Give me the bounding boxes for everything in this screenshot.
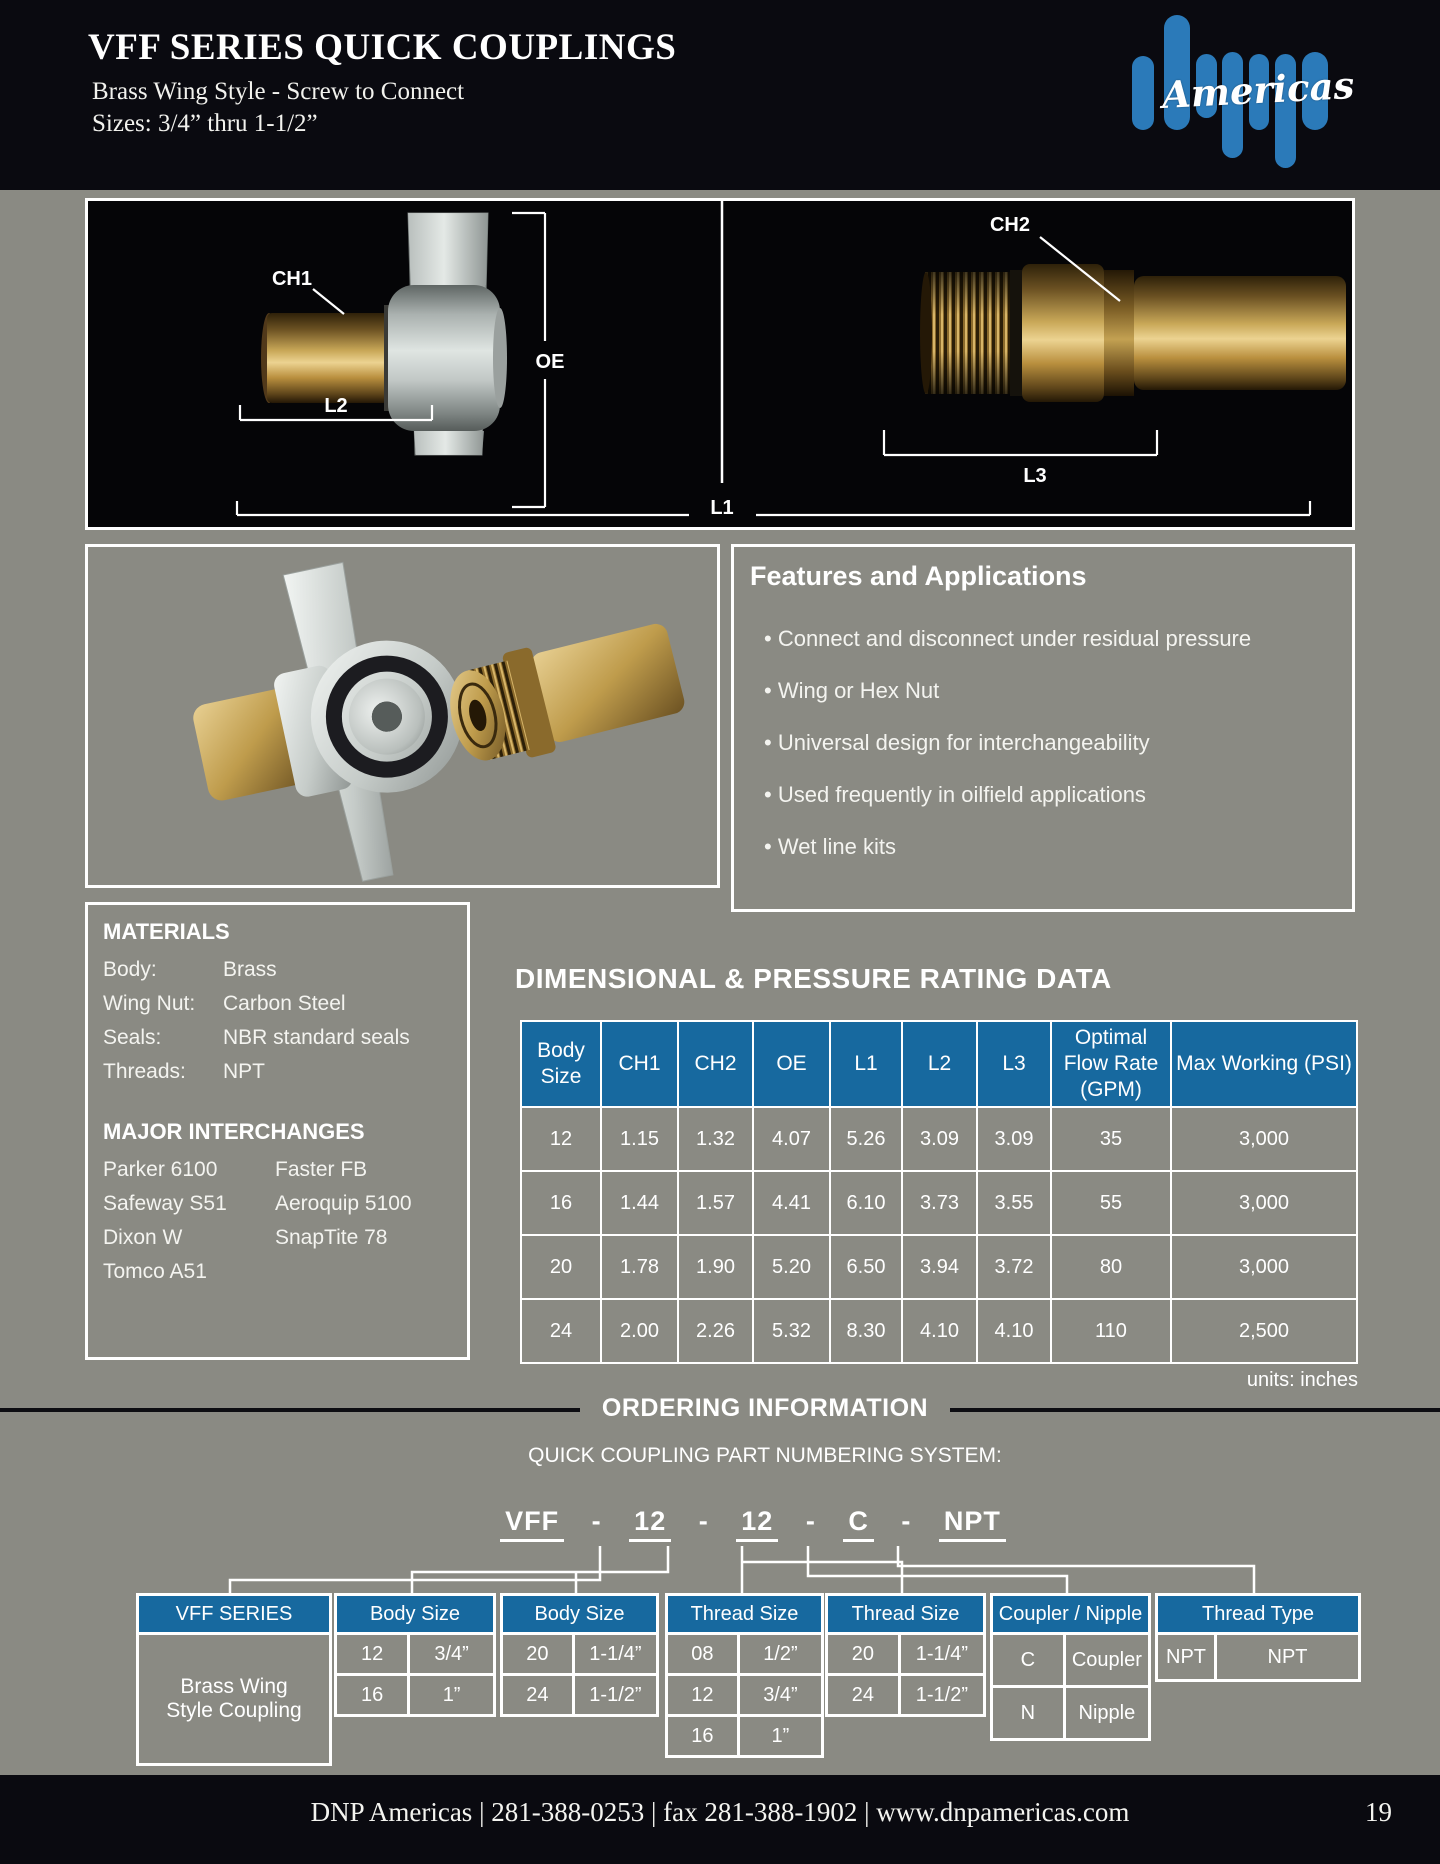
interchange-item: Parker 6100 <box>103 1158 218 1181</box>
table-cell: 3,000 <box>1172 1108 1356 1170</box>
logo-americas-text: Americas <box>1160 62 1356 118</box>
table-header-cell: OE <box>754 1022 829 1106</box>
table-cell: 6.50 <box>831 1236 901 1298</box>
table-cell: 3.72 <box>978 1236 1050 1298</box>
ordering-code: 20 <box>828 1635 898 1673</box>
table-cell: 1.57 <box>679 1172 752 1234</box>
footer-contact: DNP Americas | 281-388-0253 | fax 281-388-1902 | www.dnpamericas.com <box>310 1797 1130 1827</box>
table-cell: 3.09 <box>978 1108 1050 1170</box>
ordering-box-row <box>993 1688 1148 1738</box>
interchange-item: Faster FB <box>275 1158 368 1181</box>
part-number <box>66 1506 1440 1542</box>
ordering-box-row <box>668 1717 821 1755</box>
ordering-box-row <box>828 1676 983 1714</box>
ordering-box-row <box>503 1635 656 1673</box>
logo-bar <box>1132 56 1154 130</box>
ordering-value: 1-1/2” <box>901 1676 983 1714</box>
feature-item: • Universal design for interchangeability <box>764 730 1332 756</box>
ordering-box-header: Thread Size <box>828 1596 983 1632</box>
product-photo-panel <box>85 198 1355 530</box>
connector-lines <box>0 1546 1440 1598</box>
table-cell: 2,500 <box>1172 1300 1356 1362</box>
table-header-cell: L3 <box>978 1022 1050 1106</box>
ordering-box-body-size-1 <box>334 1593 496 1717</box>
interchange-item: Dixon W <box>103 1226 183 1249</box>
feature-item: • Wet line kits <box>764 834 1332 860</box>
ordering-code: 24 <box>503 1676 572 1714</box>
product-dimension-diagram <box>88 201 1352 527</box>
dim-label-l3: L3 <box>1023 465 1047 487</box>
feature-item: • Used frequently in oilfield applications <box>764 782 1332 808</box>
ordering-box-body-size-2 <box>500 1593 659 1717</box>
part-number-segment: VFF <box>500 1506 564 1542</box>
ordering-code: 16 <box>668 1717 737 1755</box>
dim-label-l2: L2 <box>324 395 348 417</box>
materials-value: NPT <box>223 1060 265 1083</box>
part-number-separator: - <box>698 1506 709 1536</box>
ordering-box-row <box>828 1635 983 1673</box>
ordering-code: N <box>993 1688 1063 1738</box>
table-cell: 80 <box>1052 1236 1170 1298</box>
ordering-box-vff-series <box>136 1593 332 1766</box>
ordering-value: 3/4” <box>740 1676 821 1714</box>
materials-value: Carbon Steel <box>223 992 346 1015</box>
ordering-code: 24 <box>828 1676 898 1714</box>
features-section <box>731 544 1355 912</box>
page-number: 19 <box>1365 1797 1392 1827</box>
ordering-box-coupler-nipple <box>990 1593 1151 1741</box>
ordering-value: 1” <box>410 1676 493 1714</box>
ordering-value: NPT <box>1217 1635 1358 1679</box>
table-title: DIMENSIONAL & PRESSURE RATING DATA <box>515 963 1112 994</box>
table-header-cell: Body Size <box>522 1022 600 1106</box>
materials-label: Threads: <box>103 1060 186 1083</box>
materials-value: Brass <box>223 958 277 981</box>
materials-section <box>85 902 470 1360</box>
features-title: Features and Applications <box>750 561 1087 591</box>
table-cell: 3,000 <box>1172 1236 1356 1298</box>
ordering-code: 12 <box>337 1635 407 1673</box>
ordering-value: 1-1/4” <box>575 1635 656 1673</box>
table-header-cell: Optimal Flow Rate (GPM) <box>1052 1022 1170 1106</box>
table-cell: 3.09 <box>903 1108 976 1170</box>
ordering-value: Coupler <box>1066 1635 1148 1685</box>
dim-label-l1: L1 <box>710 497 734 519</box>
dimension-table <box>520 1020 1358 1364</box>
table-cell: 20 <box>522 1236 600 1298</box>
materials-row <box>103 1021 467 1055</box>
ordering-box-row <box>337 1676 493 1714</box>
ordering-value: 1-1/2” <box>575 1676 656 1714</box>
table-cell: 24 <box>522 1300 600 1362</box>
table-cell: 3.55 <box>978 1172 1050 1234</box>
feature-item: • Connect and disconnect under residual pressure <box>764 626 1332 652</box>
brand-logo <box>1128 10 1356 162</box>
table-cell: 1.90 <box>679 1236 752 1298</box>
part-number-separator: - <box>901 1506 912 1536</box>
materials-value: NBR standard seals <box>223 1026 410 1049</box>
ordering-box-row <box>1158 1635 1358 1679</box>
table-cell: 12 <box>522 1108 600 1170</box>
page-title: VFF SERIES QUICK COUPLINGS <box>88 27 677 68</box>
table-cell: 4.07 <box>754 1108 829 1170</box>
ordering-value: 1/2” <box>740 1635 821 1673</box>
ordering-box-body: Brass Wing Style Coupling <box>139 1635 329 1763</box>
ordering-box-row <box>993 1635 1148 1685</box>
materials-row <box>103 987 467 1021</box>
table-cell: 1.32 <box>679 1108 752 1170</box>
table-cell: 5.20 <box>754 1236 829 1298</box>
part-number-separator: - <box>805 1506 816 1536</box>
table-cell: 4.10 <box>978 1300 1050 1362</box>
materials-title: MATERIALS <box>103 919 230 944</box>
materials-label: Body: <box>103 958 157 981</box>
table-cell: 8.30 <box>831 1300 901 1362</box>
ordering-subtitle: QUICK COUPLING PART NUMBERING SYSTEM: <box>528 1444 1002 1467</box>
table-cell: 2.00 <box>602 1300 677 1362</box>
table-cell: 2.26 <box>679 1300 752 1362</box>
ordering-title-text: ORDERING INFORMATION <box>580 1394 950 1422</box>
ordering-box-row <box>668 1676 821 1714</box>
table-cell: 55 <box>1052 1172 1170 1234</box>
units-note: units: inches <box>1246 1369 1358 1391</box>
ordering-code: C <box>993 1635 1063 1685</box>
ordering-code: 16 <box>337 1676 407 1714</box>
materials-label: Wing Nut: <box>103 992 196 1015</box>
ordering-box-row <box>337 1635 493 1673</box>
interchanges-grid <box>103 1153 467 1289</box>
ordering-value: 3/4” <box>410 1635 493 1673</box>
ordering-box-thread-size-2 <box>825 1593 986 1717</box>
table-cell: 3.94 <box>903 1236 976 1298</box>
ordering-value: Nipple <box>1066 1688 1148 1738</box>
product-3d-render <box>88 547 717 885</box>
table-cell: 1.15 <box>602 1108 677 1170</box>
product-render-box <box>85 544 720 888</box>
materials-label: Seals: <box>103 1026 162 1049</box>
interchange-item: SnapTite 78 <box>275 1226 388 1249</box>
table-header-cell: Max Working (PSI) <box>1172 1022 1356 1106</box>
features-list <box>764 626 1332 860</box>
footer <box>0 1775 1440 1864</box>
part-number-segment: C <box>843 1506 874 1542</box>
ordering-box-row <box>503 1676 656 1714</box>
table-cell: 35 <box>1052 1108 1170 1170</box>
table-cell: 3,000 <box>1172 1172 1356 1234</box>
ordering-box-header: Body Size <box>337 1596 493 1632</box>
render-nipple <box>439 614 688 774</box>
ordering-code: 20 <box>503 1635 572 1673</box>
table-cell: 5.32 <box>754 1300 829 1362</box>
table-header-cell: CH2 <box>679 1022 752 1106</box>
ordering-box-header: VFF SERIES <box>139 1596 329 1632</box>
table-cell: 1.78 <box>602 1236 677 1298</box>
interchange-item <box>275 1255 467 1289</box>
ordering-value: 1” <box>740 1717 821 1755</box>
table-cell: 6.10 <box>831 1172 901 1234</box>
ordering-box-header: Thread Type <box>1158 1596 1358 1632</box>
sizes-line: Sizes: 3/4” thru 1-1/2” <box>92 110 318 137</box>
interchange-item: Tomco A51 <box>103 1260 207 1283</box>
ordering-box-thread-type <box>1155 1593 1361 1682</box>
interchange-item: Safeway S51 <box>103 1192 227 1215</box>
table-cell: 3.73 <box>903 1172 976 1234</box>
materials-row <box>103 953 467 987</box>
page-subtitle: Brass Wing Style - Screw to Connect <box>92 78 465 105</box>
table-cell: 1.44 <box>602 1172 677 1234</box>
dim-label-ch1: CH1 <box>271 268 313 290</box>
ordering-box-header: Coupler / Nipple <box>993 1596 1148 1632</box>
nipple-photo <box>920 264 1346 402</box>
ordering-code: 08 <box>668 1635 737 1673</box>
materials-row <box>103 1055 467 1089</box>
ordering-box-header: Body Size <box>503 1596 656 1632</box>
header <box>0 0 1440 190</box>
table-cell: 16 <box>522 1172 600 1234</box>
dim-label-ch2: CH2 <box>989 214 1031 236</box>
table-header-cell: CH1 <box>602 1022 677 1106</box>
coupler-photo <box>261 213 507 455</box>
ordering-box-thread-size-1 <box>665 1593 824 1758</box>
ordering-code: 12 <box>668 1676 737 1714</box>
part-number-segment: NPT <box>939 1506 1006 1542</box>
table-header-cell: L1 <box>831 1022 901 1106</box>
part-number-segment: 12 <box>736 1506 778 1542</box>
table-header-cell: L2 <box>903 1022 976 1106</box>
interchange-item: Aeroquip 5100 <box>275 1192 412 1215</box>
feature-item: • Wing or Hex Nut <box>764 678 1332 704</box>
ordering-box-row <box>668 1635 821 1673</box>
ordering-box-header: Thread Size <box>668 1596 821 1632</box>
render-coupler <box>168 547 494 885</box>
table-cell: 4.10 <box>903 1300 976 1362</box>
ordering-title <box>90 1394 1440 1423</box>
ordering-code: NPT <box>1158 1635 1214 1679</box>
table-cell: 5.26 <box>831 1108 901 1170</box>
part-number-separator: - <box>591 1506 602 1536</box>
part-number-segment: 12 <box>629 1506 671 1542</box>
table-cell: 110 <box>1052 1300 1170 1362</box>
ordering-value: 1-1/4” <box>901 1635 983 1673</box>
interchanges-title: MAJOR INTERCHANGES <box>103 1119 365 1144</box>
table-cell: 4.41 <box>754 1172 829 1234</box>
dim-label-oe: OE <box>535 351 565 373</box>
